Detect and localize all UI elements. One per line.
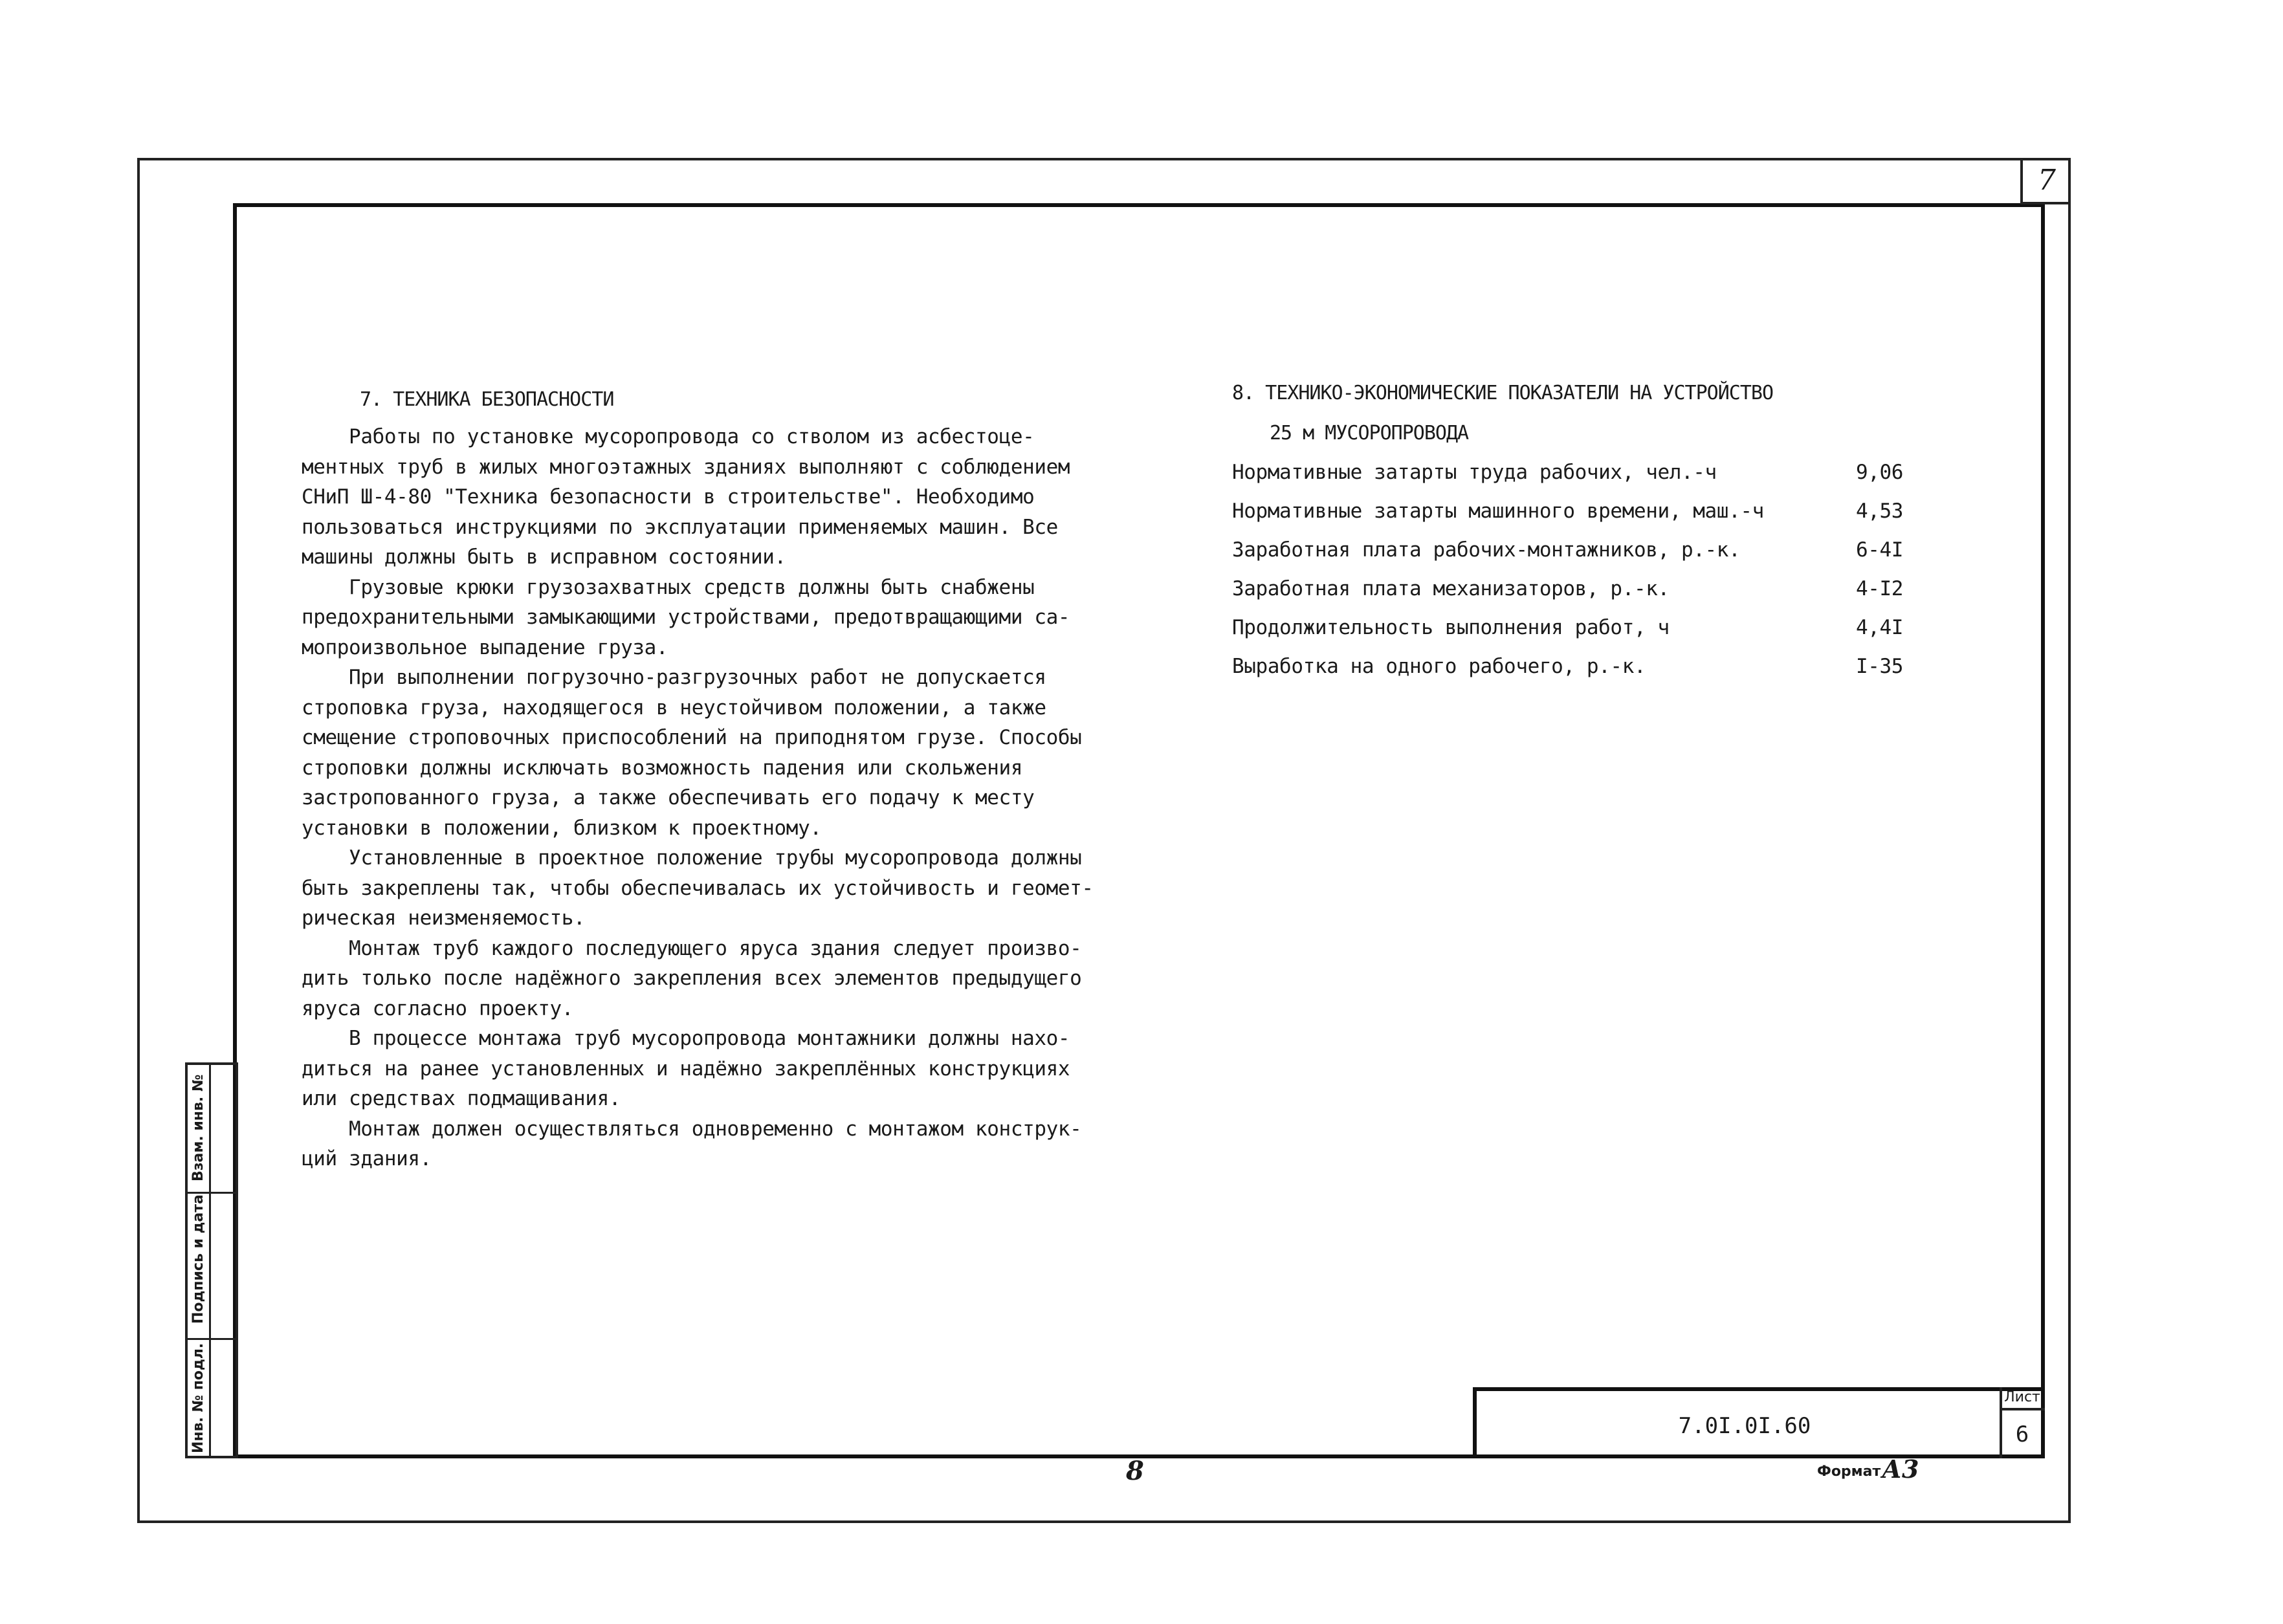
text-line: При выполнении погрузочно-разгрузочных работ не допускается [302, 666, 1046, 689]
indicator-value: 9,06 [1856, 461, 1904, 484]
indicator-label: Нормативные затарты труда рабочих, чел.-ч [1232, 461, 1717, 484]
text-line: ментных труб в жилых многоэтажных зданиях выполняют с соблюдением [302, 455, 1070, 479]
indicator-label: Нормативные затарты машинного времени, маш.-ч [1232, 499, 1764, 523]
binding-strip [185, 1062, 238, 1458]
text-line: строповка груза, находящегося в неустойчивом положении, а также [302, 696, 1046, 719]
indicators-heading: 8. ТЕХНИКО-ЭКОНОМИЧЕСКИЕ ПОКАЗАТЕЛИ НА УСТРОЙСТВО [1232, 382, 1774, 404]
text-line: строповки должны исключать возможность падения или скольжения [302, 756, 1023, 780]
text-line: машины должны быть в исправном состоянии. [302, 545, 786, 569]
text-line: Монтаж должен осуществляться одновременно с монтажом конструк- [302, 1117, 1082, 1141]
page-number: 8 [1126, 1456, 1144, 1486]
format-value: А3 [1882, 1454, 1919, 1484]
indicator-value: 4,4I [1856, 616, 1904, 639]
text-line: Работы по установке мусоропровода со стволом из асбестоце- [302, 425, 1035, 448]
indicator-value: 4-I2 [1856, 577, 1904, 600]
text-line: дить только после надёжного закрепления всех элементов предыдущего [302, 967, 1082, 990]
text-line: Монтаж труб каждого последующего яруса здания следует произво- [302, 936, 1082, 960]
indicator-value: I-35 [1856, 655, 1904, 678]
indicator-label: Выработка на одного рабочего, р.-к. [1232, 655, 1646, 678]
indicator-label: Продолжительность выполнения работ, ч [1232, 616, 1670, 639]
text-line: установки в положении, близком к проектному. [302, 816, 822, 840]
indicator-label: Заработная плата рабочих-монтажников, р.-к. [1232, 538, 1741, 562]
text-line: или средствах подмащивания. [302, 1087, 621, 1110]
text-line: застропованного груза, а также обеспечивать его подачу к месту [302, 786, 1035, 809]
binding-divider [188, 1192, 236, 1194]
indicator-value: 6-4I [1856, 538, 1904, 562]
text-line: ций здания. [302, 1147, 432, 1170]
safety-heading: 7. ТЕХНИКА БЕЗОПАСНОСТИ [360, 388, 614, 411]
text-line: пользоваться инструкциями по эксплуатации применяемых машин. Все [302, 515, 1058, 539]
text-line: Грузовые крюки грузозахватных средств должны быть снабжены [302, 575, 1035, 599]
text-line: смещение строповочных приспособлений на приподнятом грузе. Способы [302, 726, 1082, 749]
text-line: предохранительными замыкающими устройствами, предотвращающими са- [302, 606, 1070, 629]
indicator-label: Заработная плата механизаторов, р.-к. [1232, 577, 1670, 600]
text-line: диться на ранее установленных и надёжно закреплённых конструкциях [302, 1057, 1070, 1081]
sheet-label: Лист [2000, 1386, 2045, 1410]
indicators-subheading: 25 м МУСОРОПРОВОДА [1270, 422, 1469, 444]
text-line: Установленные в проектное положение трубы мусоропровода должны [302, 846, 1082, 870]
text-line: рическая неизменяемость. [302, 906, 586, 930]
text-line: мопроизвольное выпадение груза. [302, 635, 668, 659]
binding-label-replacement: Взам. инв. № [190, 1074, 206, 1181]
indicator-value: 4,53 [1856, 499, 1904, 523]
format-label: Формат [1817, 1464, 1881, 1480]
document-code: 7.0I.0I.60 [1678, 1413, 1811, 1439]
binding-divider [188, 1338, 236, 1340]
binding-label-signature: Подпись и дата [190, 1194, 206, 1324]
sheet-corner-number: 7 [2020, 158, 2071, 204]
safety-text [302, 422, 1094, 1174]
text-line: яруса согласно проекту. [302, 996, 574, 1020]
text-line: В процессе монтажа труб мусоропровода монтажники должны нахо- [302, 1027, 1070, 1050]
binding-label-original: Инв. № подл. [190, 1343, 206, 1453]
text-line: СНиП Ш-4-80 "Техника безопасности в строительстве". Необходимо [302, 485, 1035, 509]
text-line: быть закреплены так, чтобы обеспечивалась их устойчивость и геомет- [302, 876, 1094, 900]
sheet-number: 6 [2015, 1421, 2029, 1447]
